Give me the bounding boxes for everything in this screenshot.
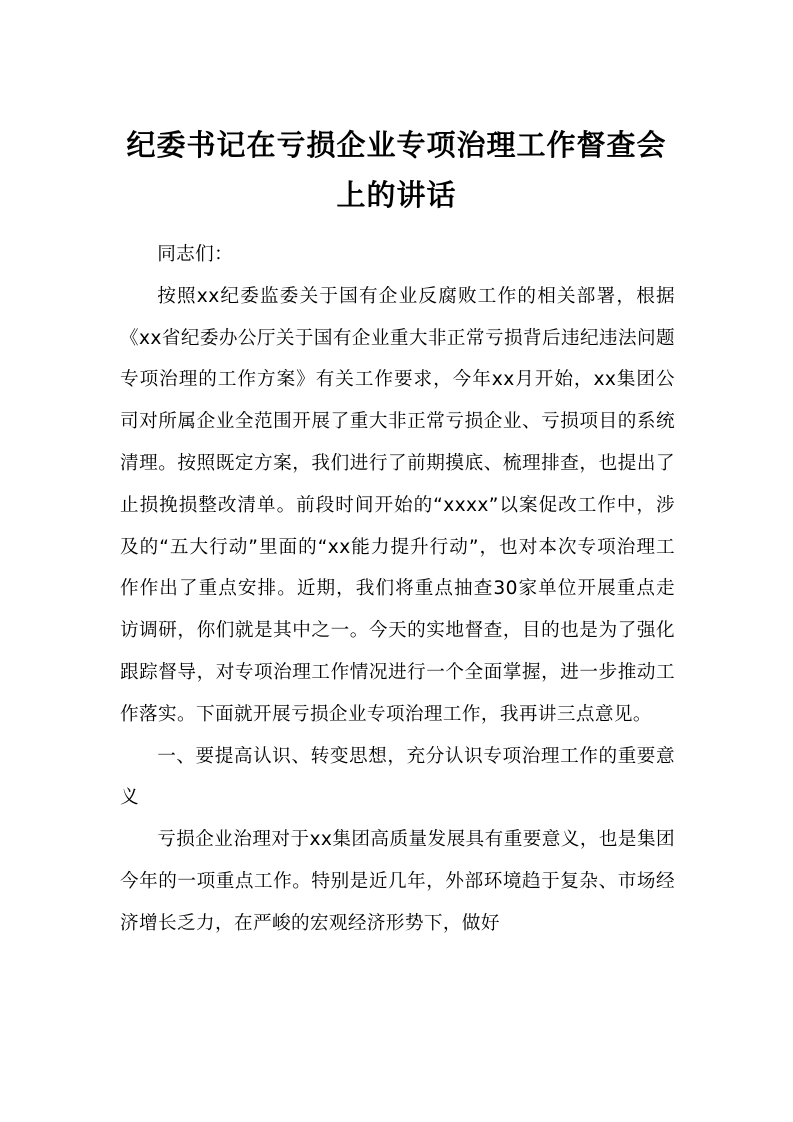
- document-title-line-1: 纪委书记在亏损企业专项治理工作督查会: [126, 128, 667, 162]
- document-title-line-2: 上的讲话: [336, 178, 457, 212]
- intro-paragraph: 按照xx纪委监委关于国有企业反腐败工作的相关部署，根据《xx省纪委办公厅关于国有企业重大非正常亏损背后违纪违法问题专项治理的工作方案》有关工作要求，今年xx月开始，xx集团公司对所属企业全范围开展了重大非正常亏损企业、亏损项目的系统清理。按照既定方案，我们进行了前期摸底、梳理排查，也提出了止损挽损整改清单。前段时间开始的“xxxx”以案促改工作中，涉及的“五大行动”里面的“xx能力提升行动”，也对本次专项治理工作作出了重点安排。近期，我们将重点抽查30家单位开展重点走访调研，你们就是其中之一。今天的实地督查，目的也是为了强化跟踪督导，对专项治理工作情况进行一个全面掌握，进一步推动工作落实。下面就开展亏损企业专项治理工作，我再讲三点意见。: [120, 285, 675, 725]
- body-paragraph: 亏损企业治理对于xx集团高质量发展具有重要意义，也是集团今年的一项重点工作。特别是近几年，外部环境趋于复杂、市场经济增长乏力，在严峻的宏观经济形势下，做好: [120, 829, 675, 934]
- document-body: [120, 234, 675, 945]
- salutation-paragraph: 同志们：: [157, 244, 234, 265]
- section-heading-1: 一、要提高认识、转变思想，充分认识专项治理工作的重要意义: [120, 745, 675, 809]
